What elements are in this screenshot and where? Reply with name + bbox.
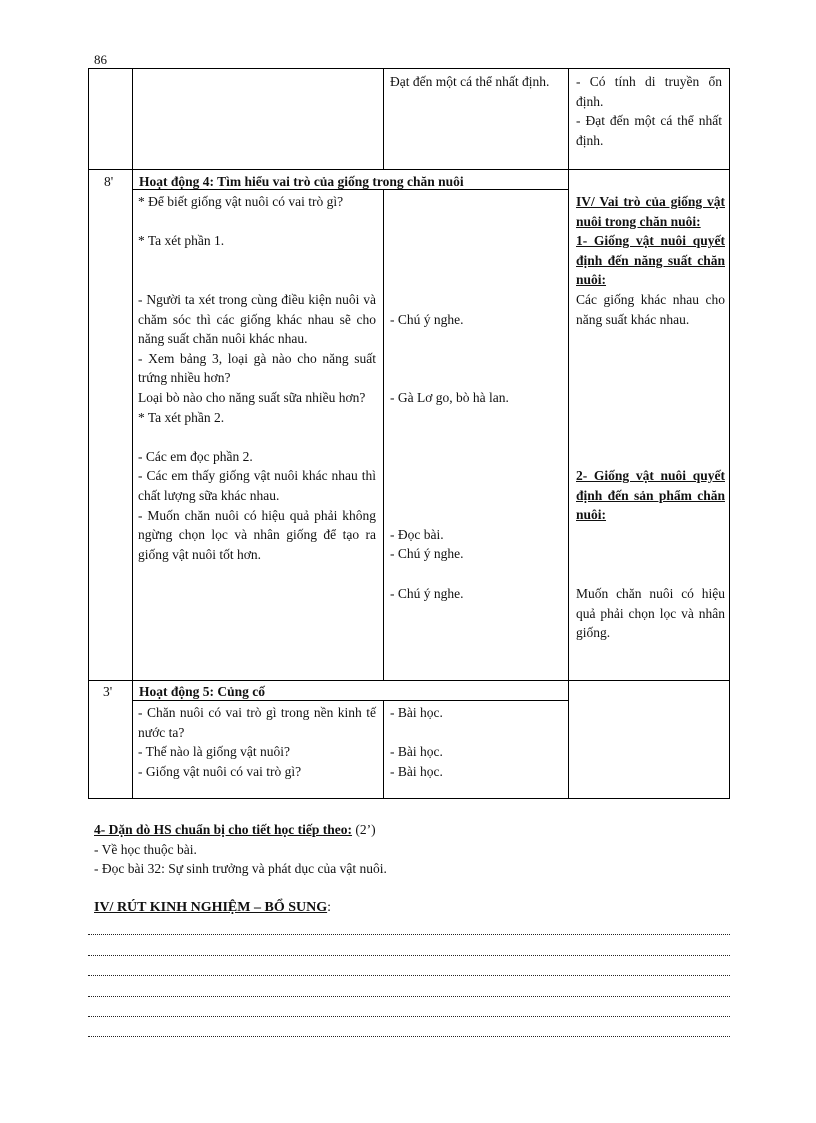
homework-item-2: - Đọc bài 32: Sự sinh trưởng và phát dục của vật nuôi. — [94, 861, 387, 876]
activity4-time: 8' — [104, 174, 114, 189]
activity4-teacher-cell — [138, 192, 376, 564]
homework-title: 4- Dặn dò HS chuẩn bị cho tiết học tiếp theo: — [94, 822, 353, 837]
activity5-time: 3' — [103, 684, 113, 699]
a4-teacher-q1: * Để biết giống vật nuôi có vai trò gì? — [138, 194, 344, 209]
continued-student-cell — [390, 72, 560, 92]
a4-teacher-t1: - Người ta xét trong cùng điều kiện nuôi và chăm sóc thì các giống khác nhau sẽ cho năng suất chăn nuôi khác nhau. — [138, 291, 376, 347]
a4-content-c1: Các giống khác nhau cho năng suất khác nhau. — [576, 291, 725, 327]
writing-line-5 — [88, 1016, 730, 1017]
a4-teacher-part2: * Ta xét phần 2. — [138, 409, 225, 425]
a5-teacher-q1: - Chăn nuôi có vai trò gì trong nền kinh tế nước ta? — [138, 705, 376, 740]
a4-student-s2: - Gà Lơ go, bò hà lan. — [390, 390, 509, 405]
a4-content-heading: IV/ Vai trò của giống vật nuôi trong chăn nuôi: — [576, 194, 725, 229]
a4-content-sub2: 2- Giống vật nuôi quyết định đến sản phẩm chăn nuôi: — [576, 468, 725, 523]
a4-student-s1: - Chú ý nghe. — [390, 312, 464, 327]
a4-content-c2: Muốn chăn nuôi có hiệu quả phải chọn lọc và nhân giống. — [576, 586, 725, 641]
homework-heading — [94, 820, 376, 840]
writing-line-4 — [88, 996, 730, 997]
continued-content-1: - Có tính di truyền ổn định. — [576, 74, 722, 109]
a4-teacher-t5: - Các em thấy giống vật nuôi khác nhau thì chất lượng sữa khác nhau. — [138, 468, 376, 503]
activity4-content-cell-3 — [576, 584, 725, 643]
continued-student-text: Đạt đến một cá thể nhất định. — [390, 74, 550, 89]
writing-line-3 — [88, 975, 730, 976]
a5-student-a1: - Bài học. — [390, 705, 443, 720]
homework-time: (2’) — [352, 822, 376, 837]
a4-content-sub1: 1- Giống vật nuôi quyết định đến năng suất chăn nuôi: — [576, 233, 725, 288]
writing-line-1 — [88, 934, 730, 935]
experience-heading — [94, 898, 331, 918]
activity4-title: Hoạt động 4: Tìm hiểu vai trò của giống trong chăn nuôi — [139, 174, 464, 189]
a4-teacher-part1: * Ta xét phần 1. — [138, 233, 225, 249]
a5-student-a3: - Bài học. — [390, 763, 443, 779]
continued-content-2: - Đạt đến một cá thể nhất định. — [576, 113, 722, 148]
a5-teacher-q2: - Thế nào là giống vật nuôi? — [138, 744, 290, 760]
a4-teacher-t6: - Muốn chăn nuôi có hiệu quả phải không ngừng chọn lọc và nhân giống để tạo ra giống vật nuôi tốt hơn. — [138, 507, 376, 562]
activity4-content-cell-2 — [576, 466, 725, 525]
a4-student-s3: - Đọc bài. — [390, 527, 444, 542]
a4-student-s4: - Chú ý nghe. — [390, 546, 464, 561]
a4-teacher-t3: Loại bò nào cho năng suất sữa nhiều hơn? — [138, 389, 366, 405]
page-number: 86 — [94, 52, 107, 67]
a4-teacher-t4: - Các em đọc phần 2. — [138, 448, 253, 464]
experience-title: IV/ RÚT KINH NGHIỆM – BỔ SUNG — [94, 900, 328, 915]
activity5-student-cell — [390, 703, 562, 781]
continued-content-cell — [576, 72, 722, 150]
a4-teacher-t2: - Xem bảng 3, loại gà nào cho năng suất trứng nhiều hơn? — [138, 350, 376, 386]
a5-student-a2: - Bài học. — [390, 744, 443, 760]
writing-line-2 — [88, 955, 730, 956]
a5-teacher-q3: - Giống vật nuôi có vai trò gì? — [138, 763, 302, 779]
experience-colon: : — [327, 900, 331, 915]
a4-student-s5: - Chú ý nghe. — [390, 586, 464, 601]
writing-line-6 — [88, 1036, 730, 1037]
activity4-content-cell — [576, 192, 725, 329]
activity5-title: Hoạt động 5: Củng cố — [139, 684, 266, 699]
activity5-teacher-cell — [138, 703, 376, 781]
homework-item-1: - Về học thuộc bài. — [94, 842, 197, 857]
